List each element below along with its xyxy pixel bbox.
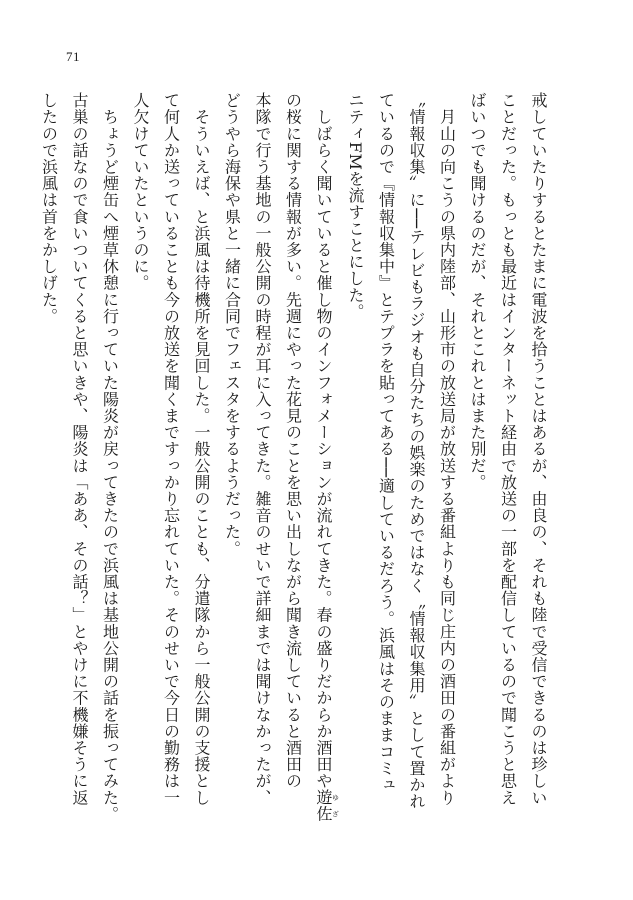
- text-line: ちょうど煙缶へ煙草休憩に行っていた陽炎が戻ってきたので浜風は基地公開の話を振ってみた。: [100, 92, 120, 823]
- ruby-base: 遊佐: [314, 789, 333, 823]
- text-line: ているので『情報収集中』とテプラを貼ってある──適しているだろう。浜風はそのままコミュ: [376, 92, 396, 794]
- page-number: 71: [66, 49, 80, 64]
- text-line: 〝情報収集〟に──テレビもラジオも自分たちの娯楽のためではなく〝情報収集用〟として置かれ: [407, 92, 426, 810]
- text-line: て何人か送っていることも今の放送を聞くまですっかり忘れていた。そのせいで今日の勤務は一: [161, 92, 181, 806]
- text-line: の桜に関する情報が多い。先週にやった花見のことを思い出しながら聞き流していると酒田の: [283, 92, 303, 790]
- text-line-part: しばらく聞いていると催し物のインフォメーションが流れてきた。春の盛りだからか酒田や: [314, 92, 333, 790]
- text-line: 月山の向こうの県内陸部、山形市の放送局が放送する番組よりも同じ庄内の酒田の番組がより: [437, 92, 457, 806]
- text-line: 本隊で行う基地の一般公開の時程が耳に入ってきた。雑音のせいで詳細までは聞けなかったが、: [253, 92, 272, 806]
- text-line: 人欠けていたというのに。: [131, 92, 150, 292]
- text-line: 戒していたりするとたまに電波を拾うことはあるが、由良の、それも陸で受信できるのは珍しい: [529, 92, 548, 806]
- text-line: 古巣の話なので食いついてくると思いきや、陽炎は「ああ、その話？」とやけに不機嫌そうに返: [70, 92, 89, 806]
- novel-body-text: [39, 92, 553, 852]
- ruby-word: [314, 789, 340, 823]
- text-line: ニティFMを流すことにした。: [346, 92, 365, 320]
- text-line: したので浜風は首をかしげた。: [39, 92, 59, 325]
- text-line: ことだった。もっとも最近はインターネット経由で放送の一部を配信しているので聞こうと思え: [498, 92, 518, 806]
- text-line: どうやら海保や県と一緒に合同でフェスタをするようだった。: [222, 92, 242, 557]
- text-line-with-ruby: [308, 92, 340, 852]
- text-line: そういえば、と浜風は待機所を見回した。一般公開のことも、分遣隊から一般公開の支援とし: [192, 92, 211, 806]
- ruby-reading: ゆざ: [331, 789, 340, 823]
- text-line: ばいつでも聞けるのだが、それとこれとはまた別だ。: [468, 92, 487, 491]
